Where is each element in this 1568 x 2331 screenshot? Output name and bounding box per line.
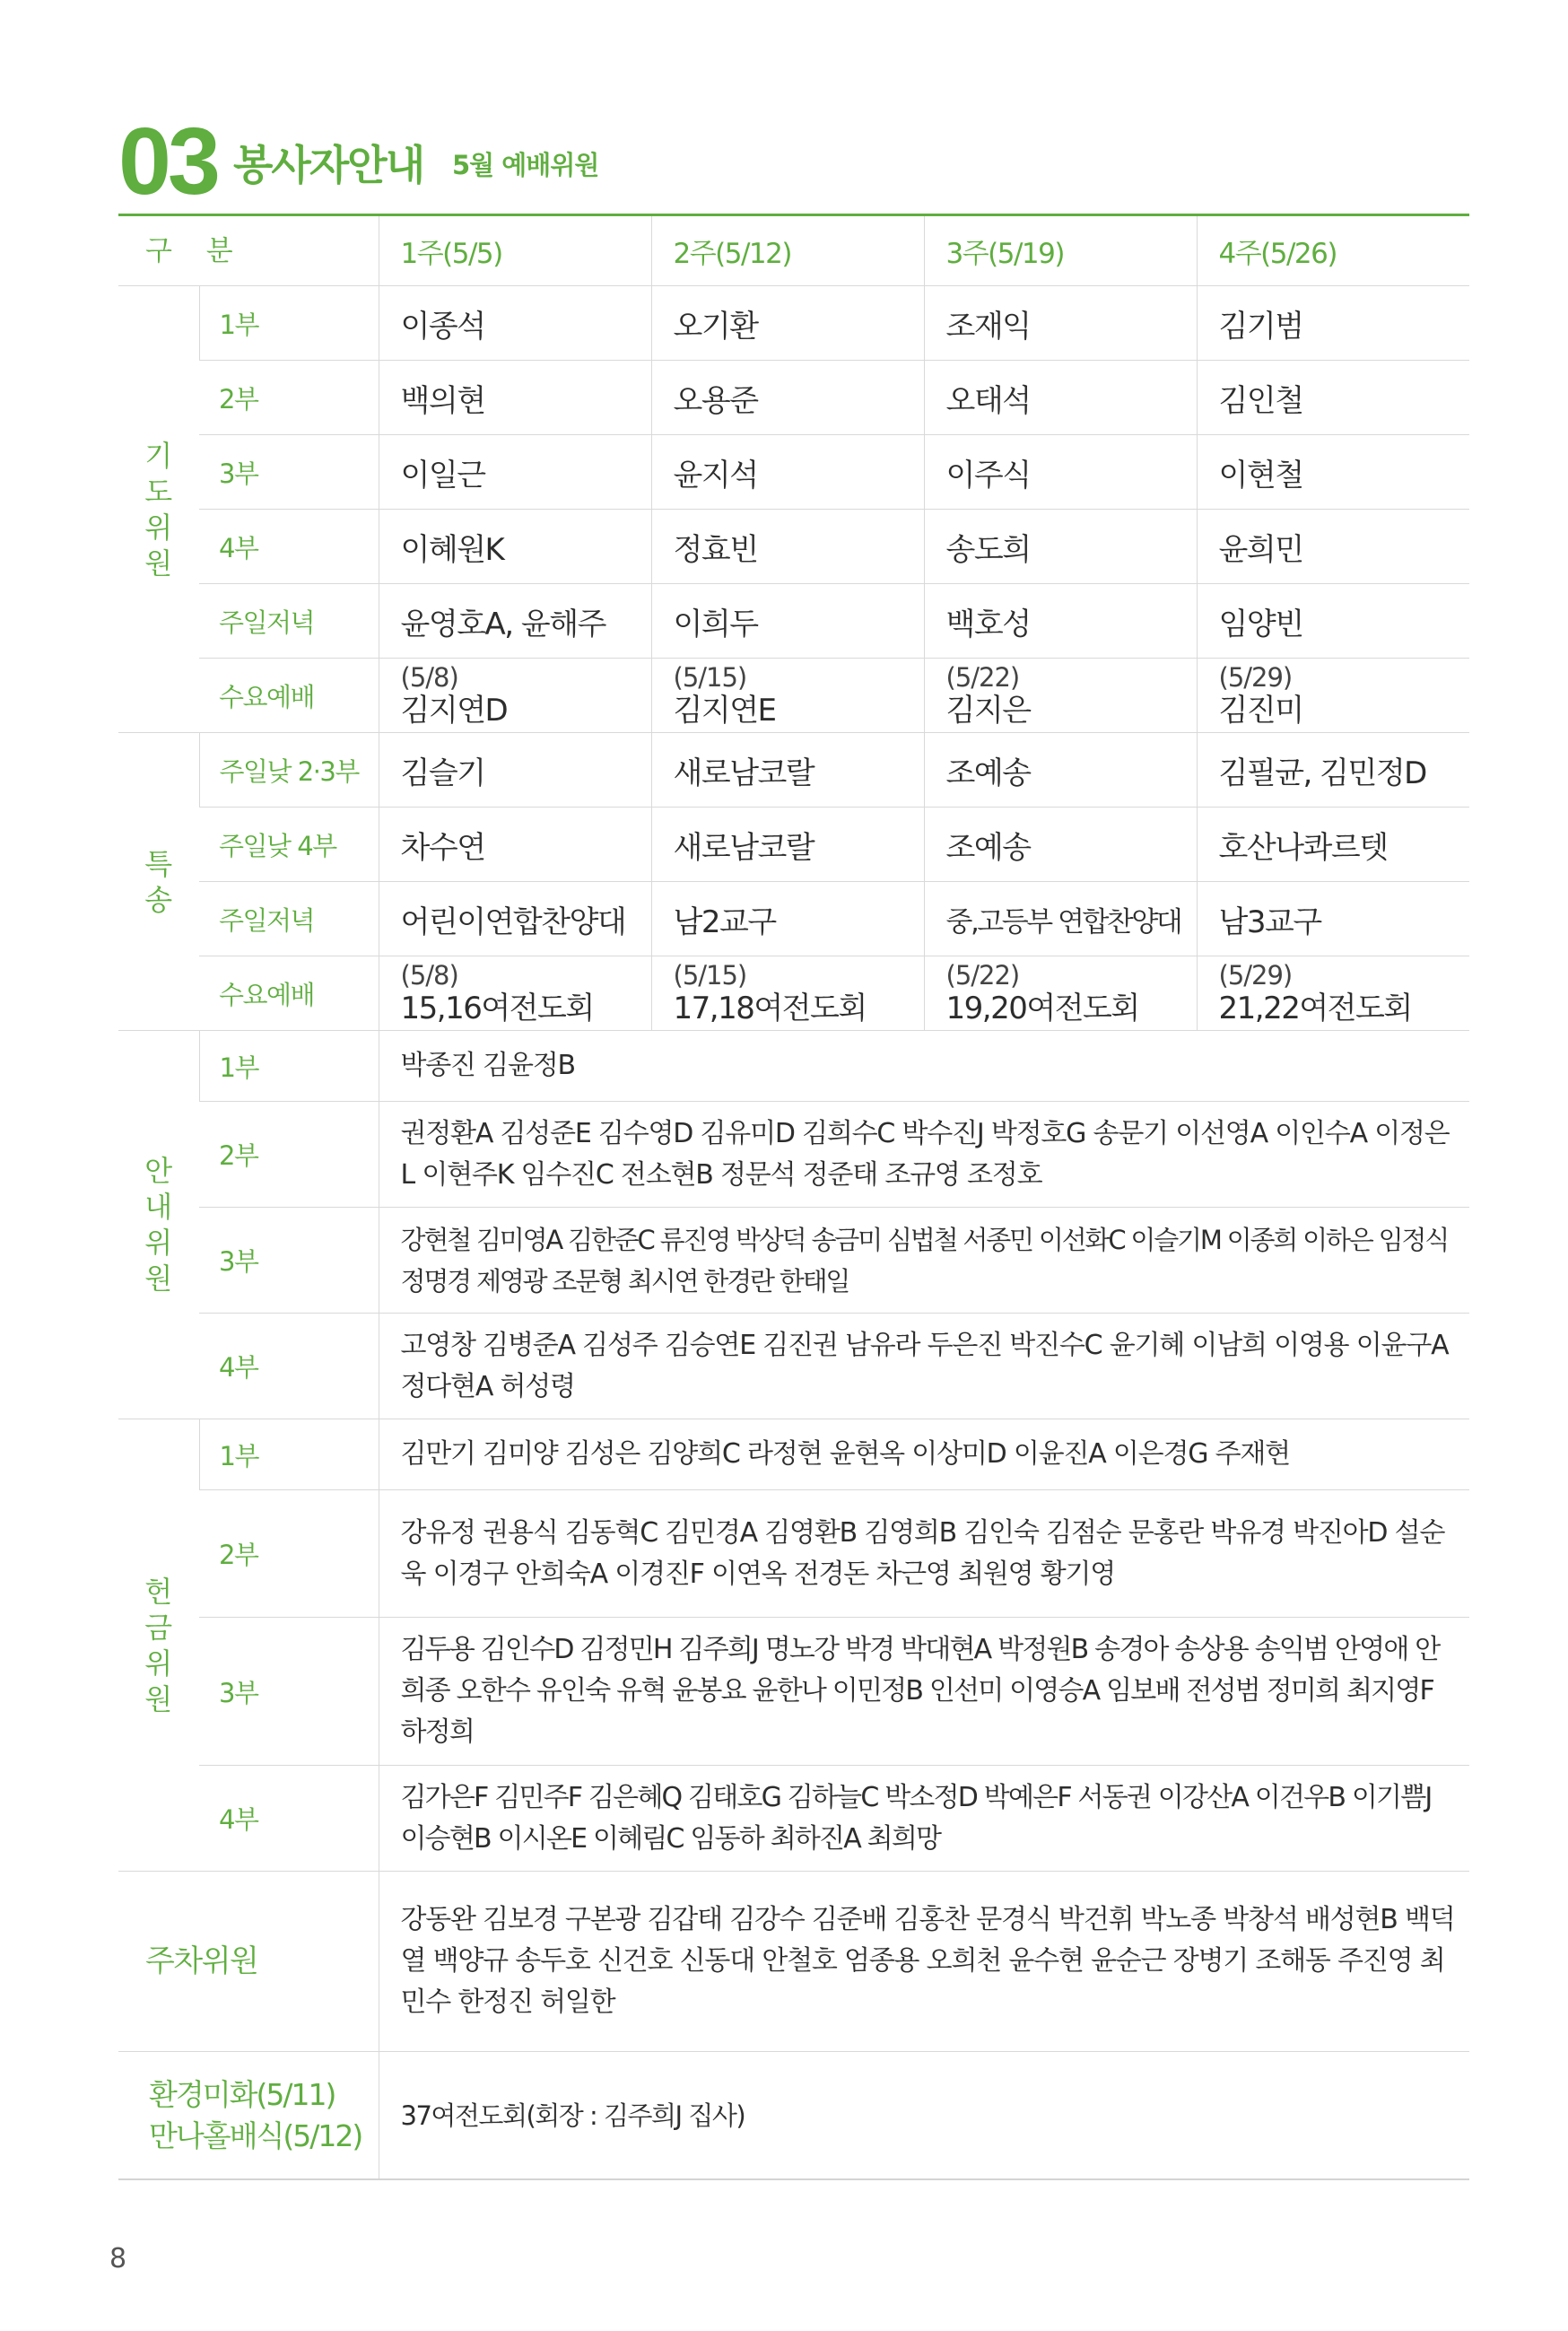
cell: 오태석 (924, 361, 1197, 435)
volunteer-name: 김진미 (1218, 693, 1303, 729)
volunteer-name: 19,20여전도회 (945, 991, 1139, 1026)
section-number: 03 (118, 109, 217, 214)
section-title: 봉사자안내 (233, 141, 424, 189)
cell: 김기범 (1197, 286, 1469, 361)
table-row (118, 1314, 1469, 1419)
names-cell: 강현철 김미영A 김한준C 류진영 박상덕 송금미 심법철 서종민 이선화C 이슬기M 이종희 이하은 임정식 정명경 제영광 조문형 최시연 한경란 한태일 (379, 1208, 1469, 1314)
cell (651, 659, 924, 733)
date-label: (5/8) (400, 662, 458, 693)
table-row (118, 435, 1469, 510)
volunteer-name: 김지연E (673, 693, 776, 729)
env-value: 37여전도회(회장 : 김주희J 집사) (379, 2052, 1469, 2180)
volunteer-schedule-table (118, 214, 1469, 2180)
header-week-3: 3주(5/19) (924, 215, 1197, 286)
row-label: 3부 (199, 1618, 379, 1766)
date-label: (5/8) (400, 960, 458, 991)
cell (651, 956, 924, 1031)
cell: 어린이연합찬양대 (379, 882, 651, 956)
category-label: 기도위원 (144, 438, 173, 581)
date-label: (5/15) (673, 960, 747, 991)
volunteer-name: 김지연D (400, 693, 508, 729)
cell: 남3교구 (1197, 882, 1469, 956)
cell: 오기환 (651, 286, 924, 361)
row-label: 주일저녁 (199, 584, 379, 659)
cell: 윤지석 (651, 435, 924, 510)
names-cell: 권정환A 김성준E 김수영D 김유미D 김희수C 박수진J 박정호G 송문기 이선영A 이인수A 이정은L 이현주K 임수진C 전소현B 정문석 정준태 조규영 조정호 (379, 1102, 1469, 1208)
row-label: 1부 (199, 1031, 379, 1102)
env-label-line1: 환경미화(5/11) (149, 2076, 335, 2112)
row-label: 2부 (199, 1490, 379, 1618)
cell (1197, 659, 1469, 733)
cell: 조재익 (924, 286, 1197, 361)
cell: 임양빈 (1197, 584, 1469, 659)
cell (379, 659, 651, 733)
table-row (118, 733, 1469, 808)
cell: 중,고등부 연합찬양대 (924, 882, 1197, 956)
cell: 호산나콰르텟 (1197, 808, 1469, 882)
category-usher (118, 1031, 199, 1419)
table-row (118, 1208, 1469, 1314)
header-week-1: 1주(5/5) (379, 215, 651, 286)
table-row (118, 1031, 1469, 1102)
volunteer-name: 김지은 (945, 693, 1031, 729)
row-label: 주일낮 2·3부 (199, 733, 379, 808)
cell: 남2교구 (651, 882, 924, 956)
parking-label: 주차위원 (118, 1872, 379, 2052)
page-number: 8 (109, 2243, 127, 2274)
table-row (118, 808, 1469, 882)
table-row (118, 286, 1469, 361)
row-label: 4부 (199, 1314, 379, 1419)
category-label: 특송 (144, 846, 173, 917)
table-row (118, 1102, 1469, 1208)
cell: 차수연 (379, 808, 651, 882)
header-week-2: 2주(5/12) (651, 215, 924, 286)
cell (924, 659, 1197, 733)
cell: 새로남코랄 (651, 733, 924, 808)
table-row (118, 1618, 1469, 1766)
row-label: 주일낮 4부 (199, 808, 379, 882)
names-cell: 김가은F 김민주F 김은혜Q 김태호G 김하늘C 박소정D 박예은F 서동권 이강산A 이건우B 이기쁨J 이승현B 이시온E 이혜림C 임동하 최하진A 최희망 (379, 1766, 1469, 1872)
date-label: (5/22) (945, 960, 1020, 991)
cell (379, 956, 651, 1031)
cell: 이주식 (924, 435, 1197, 510)
cell: 윤희민 (1197, 510, 1469, 584)
table-row (118, 510, 1469, 584)
row-label: 2부 (199, 1102, 379, 1208)
cell: 김필균, 김민정D (1197, 733, 1469, 808)
cell: 백호성 (924, 584, 1197, 659)
row-label: 수요예배 (199, 659, 379, 733)
table-row (118, 1490, 1469, 1618)
cell: 오용준 (651, 361, 924, 435)
cell: 이종석 (379, 286, 651, 361)
row-label: 주일저녁 (199, 882, 379, 956)
category-offering (118, 1419, 199, 1872)
cell: 새로남코랄 (651, 808, 924, 882)
row-label: 4부 (199, 1766, 379, 1872)
cell: 조예송 (924, 733, 1197, 808)
cell: 백의현 (379, 361, 651, 435)
date-label: (5/22) (945, 662, 1020, 693)
category-prayer (118, 286, 199, 733)
cell (924, 956, 1197, 1031)
env-label-line2: 만나홀배식(5/12) (149, 2117, 362, 2153)
cell: 윤영호A, 윤해주 (379, 584, 651, 659)
date-label: (5/29) (1218, 960, 1293, 991)
table-row (118, 882, 1469, 956)
volunteer-name: 17,18여전도회 (673, 991, 867, 1026)
cell: 이일근 (379, 435, 651, 510)
cell: 송도희 (924, 510, 1197, 584)
category-label: 안내위원 (144, 1154, 173, 1296)
row-label: 3부 (199, 1208, 379, 1314)
table-row (118, 2052, 1469, 2180)
header-week-4: 4주(5/26) (1197, 215, 1469, 286)
cell: 정효빈 (651, 510, 924, 584)
table-row (118, 1872, 1469, 2052)
category-label: 헌금위원 (144, 1574, 173, 1716)
cell: 이혜원K (379, 510, 651, 584)
cell: 이희두 (651, 584, 924, 659)
date-label: (5/29) (1218, 662, 1293, 693)
cell: 조예송 (924, 808, 1197, 882)
names-cell: 김두용 김인수D 김정민H 김주희J 명노강 박경 박대현A 박정원B 송경아 송상용 송익범 안영애 안희종 오한수 유인숙 유혁 윤봉요 윤한나 이민정B 인선미 이영승A 임보배 전성범 정미희 최지영F 하정희 (379, 1618, 1469, 1766)
table-row (118, 659, 1469, 733)
table-row (118, 361, 1469, 435)
cell: 김슬기 (379, 733, 651, 808)
cell: 김인철 (1197, 361, 1469, 435)
row-label: 수요예배 (199, 956, 379, 1031)
cell: 이현철 (1197, 435, 1469, 510)
row-label: 2부 (199, 361, 379, 435)
cell (1197, 956, 1469, 1031)
row-label: 3부 (199, 435, 379, 510)
section-subtitle: 5월 예배위원 (452, 150, 599, 180)
table-header-row (118, 215, 1469, 286)
header-category: 구 분 (118, 215, 379, 286)
table-row (118, 584, 1469, 659)
table-row (118, 956, 1469, 1031)
names-cell: 김만기 김미양 김성은 김양희C 라정현 윤현옥 이상미D 이윤진A 이은경G 주재현 (379, 1419, 1469, 1490)
table-row (118, 1766, 1469, 1872)
volunteer-name: 15,16여전도회 (400, 991, 594, 1026)
row-label: 1부 (199, 1419, 379, 1490)
category-special (118, 733, 199, 1031)
volunteer-name: 21,22여전도회 (1218, 991, 1412, 1026)
env-label (118, 2052, 379, 2180)
names-cell: 고영창 김병준A 김성주 김승연E 김진권 남유라 두은진 박진수C 윤기혜 이남희 이영용 이윤구A 정다현A 허성령 (379, 1314, 1469, 1419)
names-cell: 강유정 권용식 김동혁C 김민경A 김영환B 김영희B 김인숙 김점순 문홍란 박유경 박진아D 설순욱 이경구 안희숙A 이경진F 이연옥 전경돈 차근영 최원영 황기영 (379, 1490, 1469, 1618)
table-row (118, 1419, 1469, 1490)
row-label: 4부 (199, 510, 379, 584)
names-cell: 박종진 김윤정B (379, 1031, 1469, 1102)
date-label: (5/15) (673, 662, 747, 693)
row-label: 1부 (199, 286, 379, 361)
names-cell: 강동완 김보경 구본광 김갑태 김강수 김준배 김홍찬 문경식 박건휘 박노종 박창석 배성현B 백덕열 백양규 송두호 신건호 신동대 안철호 엄종용 오희천 윤수현 윤순근 장병기 조해동 주진영 최민수 한정진 허일한 (379, 1872, 1469, 2052)
